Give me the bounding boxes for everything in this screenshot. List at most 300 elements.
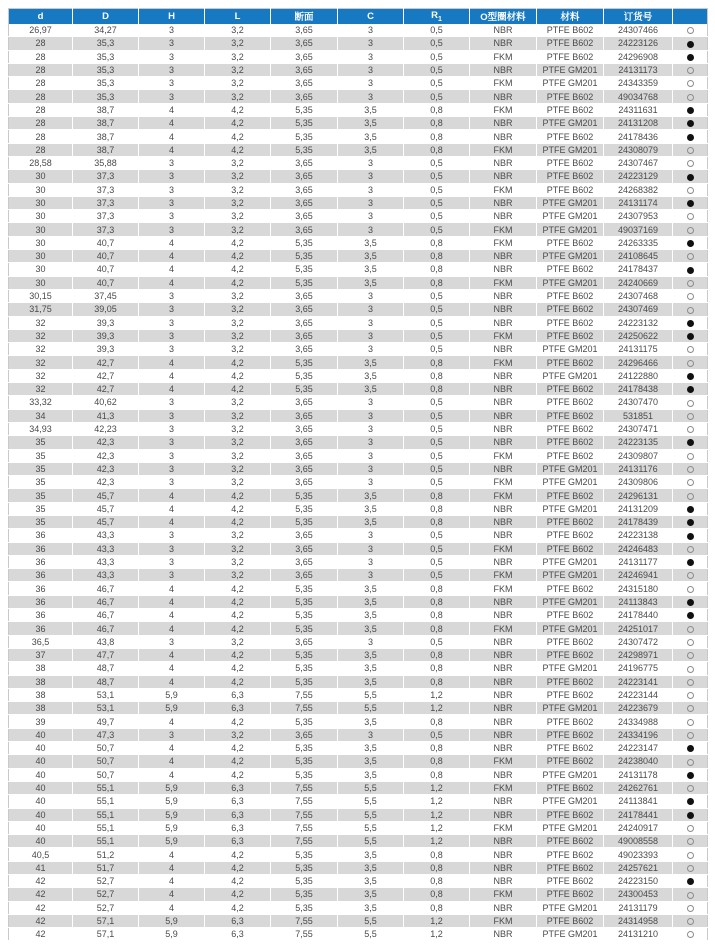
- cell-d: 36: [9, 595, 73, 608]
- cell-material: PTFE B602: [537, 329, 604, 342]
- cell-C: 3: [338, 24, 404, 37]
- hollow-circle-icon: [687, 426, 694, 433]
- cell-H: 4: [139, 622, 205, 635]
- cell-oring_material: NBR: [470, 515, 537, 528]
- table-row: [9, 343, 708, 356]
- cell-H: 4: [139, 276, 205, 289]
- cell-d: 30: [9, 183, 73, 196]
- cell-material: PTFE B602: [537, 728, 604, 741]
- filled-circle-icon: [687, 267, 694, 274]
- cell-C: 3,5: [338, 848, 404, 861]
- cell-oring_material: NBR: [470, 130, 537, 143]
- filled-circle-icon: [687, 533, 694, 540]
- cell-availability: [673, 835, 708, 848]
- hollow-circle-icon: [687, 187, 694, 194]
- cell-material: PTFE GM201: [537, 595, 604, 608]
- cell-C: 3: [338, 303, 404, 316]
- cell-cross_section: 3,65: [271, 50, 338, 63]
- cell-L: 4,2: [205, 875, 271, 888]
- cell-R1: 0,5: [404, 409, 470, 422]
- cell-L: 6,3: [205, 835, 271, 848]
- cell-availability: [673, 768, 708, 781]
- cell-L: 4,2: [205, 715, 271, 728]
- cell-D: 52,7: [73, 888, 139, 901]
- cell-material: PTFE B602: [537, 675, 604, 688]
- cell-L: 3,2: [205, 449, 271, 462]
- cell-H: 3: [139, 555, 205, 568]
- cell-D: 45,7: [73, 515, 139, 528]
- cell-L: 3,2: [205, 50, 271, 63]
- table-row: [9, 289, 708, 302]
- cell-order_number: 24307467: [604, 156, 673, 169]
- column-header-cross_section: 断面: [271, 9, 338, 24]
- cell-C: 3,5: [338, 489, 404, 502]
- hollow-circle-icon: [687, 626, 694, 633]
- cell-H: 4: [139, 662, 205, 675]
- filled-circle-icon: [687, 772, 694, 779]
- cell-cross_section: 7,55: [271, 688, 338, 701]
- cell-H: 5,9: [139, 808, 205, 821]
- cell-cross_section: 3,65: [271, 24, 338, 37]
- cell-L: 3,2: [205, 183, 271, 196]
- cell-order_number: 24308079: [604, 143, 673, 156]
- cell-availability: [673, 489, 708, 502]
- cell-H: 4: [139, 356, 205, 369]
- hollow-circle-icon: [687, 94, 694, 101]
- cell-C: 3,5: [338, 609, 404, 622]
- cell-R1: 0,5: [404, 63, 470, 76]
- cell-D: 39,3: [73, 316, 139, 329]
- cell-d: 40,5: [9, 848, 73, 861]
- filled-circle-icon: [687, 320, 694, 327]
- cell-availability: [673, 715, 708, 728]
- cell-L: 4,2: [205, 250, 271, 263]
- cell-d: 28: [9, 63, 73, 76]
- cell-cross_section: 3,65: [271, 396, 338, 409]
- hollow-circle-icon: [687, 307, 694, 314]
- cell-L: 3,2: [205, 422, 271, 435]
- cell-D: 37,3: [73, 210, 139, 223]
- cell-D: 38,7: [73, 117, 139, 130]
- cell-H: 3: [139, 316, 205, 329]
- cell-C: 3,5: [338, 742, 404, 755]
- filled-circle-icon: [687, 599, 694, 606]
- cell-cross_section: 5,35: [271, 609, 338, 622]
- cell-d: 40: [9, 821, 73, 834]
- cell-oring_material: FKM: [470, 329, 537, 342]
- cell-material: PTFE B602: [537, 515, 604, 528]
- table-row: [9, 63, 708, 76]
- cell-D: 40,7: [73, 263, 139, 276]
- cell-cross_section: 5,35: [271, 715, 338, 728]
- cell-oring_material: NBR: [470, 928, 537, 941]
- cell-material: PTFE B602: [537, 170, 604, 183]
- cell-R1: 0,8: [404, 622, 470, 635]
- cell-availability: [673, 462, 708, 475]
- cell-cross_section: 5,35: [271, 515, 338, 528]
- cell-order_number: 24223138: [604, 529, 673, 542]
- cell-d: 37: [9, 648, 73, 661]
- cell-H: 4: [139, 130, 205, 143]
- cell-material: PTFE B602: [537, 396, 604, 409]
- cell-D: 38,7: [73, 143, 139, 156]
- cell-R1: 0,5: [404, 170, 470, 183]
- cell-R1: 0,8: [404, 103, 470, 116]
- cell-D: 49,7: [73, 715, 139, 728]
- cell-C: 3,5: [338, 715, 404, 728]
- cell-R1: 0,5: [404, 728, 470, 741]
- cell-L: 4,2: [205, 755, 271, 768]
- cell-order_number: 24131210: [604, 928, 673, 941]
- cell-D: 46,7: [73, 582, 139, 595]
- cell-cross_section: 3,65: [271, 569, 338, 582]
- cell-L: 3,2: [205, 316, 271, 329]
- cell-D: 55,1: [73, 835, 139, 848]
- cell-order_number: 24307471: [604, 422, 673, 435]
- cell-C: 3,5: [338, 648, 404, 661]
- cell-availability: [673, 383, 708, 396]
- cell-R1: 1,2: [404, 914, 470, 927]
- cell-C: 3: [338, 63, 404, 76]
- cell-material: PTFE B602: [537, 37, 604, 50]
- cell-availability: [673, 928, 708, 941]
- cell-R1: 0,5: [404, 50, 470, 63]
- cell-cross_section: 3,65: [271, 210, 338, 223]
- cell-oring_material: NBR: [470, 609, 537, 622]
- hollow-circle-icon: [687, 825, 694, 832]
- cell-L: 4,2: [205, 143, 271, 156]
- cell-availability: [673, 90, 708, 103]
- cell-R1: 0,5: [404, 569, 470, 582]
- cell-order_number: 24178439: [604, 515, 673, 528]
- cell-D: 50,7: [73, 742, 139, 755]
- cell-D: 52,7: [73, 875, 139, 888]
- cell-order_number: 24223129: [604, 170, 673, 183]
- cell-availability: [673, 688, 708, 701]
- cell-R1: 0,8: [404, 875, 470, 888]
- cell-d: 42: [9, 901, 73, 914]
- cell-H: 4: [139, 250, 205, 263]
- cell-oring_material: FKM: [470, 223, 537, 236]
- cell-H: 4: [139, 143, 205, 156]
- cell-material: PTFE B602: [537, 914, 604, 927]
- cell-availability: [673, 356, 708, 369]
- table-row: [9, 609, 708, 622]
- cell-order_number: 24251017: [604, 622, 673, 635]
- cell-availability: [673, 821, 708, 834]
- cell-D: 48,7: [73, 675, 139, 688]
- cell-R1: 1,2: [404, 688, 470, 701]
- cell-d: 35: [9, 476, 73, 489]
- cell-material: PTFE GM201: [537, 63, 604, 76]
- cell-oring_material: FKM: [470, 821, 537, 834]
- cell-D: 37,3: [73, 183, 139, 196]
- cell-D: 42,3: [73, 462, 139, 475]
- cell-order_number: 24223141: [604, 675, 673, 688]
- cell-order_number: 24223126: [604, 37, 673, 50]
- cell-oring_material: NBR: [470, 250, 537, 263]
- cell-d: 30: [9, 223, 73, 236]
- cell-cross_section: 7,55: [271, 914, 338, 927]
- cell-R1: 1,2: [404, 702, 470, 715]
- cell-order_number: 24113841: [604, 795, 673, 808]
- cell-cross_section: 3,65: [271, 409, 338, 422]
- cell-C: 3,5: [338, 130, 404, 143]
- hollow-circle-icon: [687, 852, 694, 859]
- column-header-R1: $R_1$: [404, 9, 470, 24]
- table-row: [9, 449, 708, 462]
- cell-L: 3,2: [205, 63, 271, 76]
- cell-cross_section: 5,35: [271, 103, 338, 116]
- cell-availability: [673, 250, 708, 263]
- cell-material: PTFE GM201: [537, 143, 604, 156]
- cell-order_number: 24315180: [604, 582, 673, 595]
- cell-C: 3,5: [338, 117, 404, 130]
- cell-material: PTFE B602: [537, 648, 604, 661]
- cell-availability: [673, 24, 708, 37]
- column-header-oring_material: O型圈材料: [470, 9, 537, 24]
- cell-cross_section: 5,35: [271, 502, 338, 515]
- cell-material: PTFE B602: [537, 875, 604, 888]
- cell-H: 3: [139, 183, 205, 196]
- cell-D: 43,3: [73, 555, 139, 568]
- table-row: [9, 875, 708, 888]
- cell-availability: [673, 409, 708, 422]
- cell-C: 3: [338, 170, 404, 183]
- cell-material: PTFE GM201: [537, 662, 604, 675]
- cell-H: 4: [139, 263, 205, 276]
- cell-availability: [673, 343, 708, 356]
- cell-L: 6,3: [205, 821, 271, 834]
- cell-D: 37,3: [73, 196, 139, 209]
- filled-circle-icon: [687, 54, 694, 61]
- cell-D: 35,3: [73, 90, 139, 103]
- table-row: [9, 462, 708, 475]
- cell-cross_section: 5,35: [271, 622, 338, 635]
- column-header-D: D: [73, 9, 139, 24]
- cell-R1: 0,5: [404, 210, 470, 223]
- cell-cross_section: 7,55: [271, 835, 338, 848]
- cell-d: 36: [9, 609, 73, 622]
- cell-L: 3,2: [205, 329, 271, 342]
- cell-availability: [673, 422, 708, 435]
- cell-order_number: 24223679: [604, 702, 673, 715]
- hollow-circle-icon: [687, 293, 694, 300]
- cell-availability: [673, 755, 708, 768]
- cell-D: 43,3: [73, 529, 139, 542]
- cell-order_number: 24296908: [604, 50, 673, 63]
- cell-oring_material: FKM: [470, 888, 537, 901]
- cell-material: PTFE B602: [537, 848, 604, 861]
- cell-R1: 0,5: [404, 156, 470, 169]
- cell-C: 3,5: [338, 502, 404, 515]
- cell-availability: [673, 609, 708, 622]
- cell-oring_material: NBR: [470, 742, 537, 755]
- cell-order_number: 24223132: [604, 316, 673, 329]
- cell-availability: [673, 888, 708, 901]
- cell-d: 30: [9, 263, 73, 276]
- cell-material: PTFE B602: [537, 755, 604, 768]
- cell-d: 36,5: [9, 635, 73, 648]
- cell-H: 4: [139, 768, 205, 781]
- cell-cross_section: 3,65: [271, 422, 338, 435]
- hollow-circle-icon: [687, 732, 694, 739]
- cell-cross_section: 5,35: [271, 143, 338, 156]
- cell-R1: 0,8: [404, 489, 470, 502]
- cell-R1: 0,5: [404, 196, 470, 209]
- cell-oring_material: NBR: [470, 595, 537, 608]
- cell-R1: 0,5: [404, 462, 470, 475]
- cell-order_number: 24131179: [604, 901, 673, 914]
- cell-L: 3,2: [205, 289, 271, 302]
- cell-oring_material: NBR: [470, 768, 537, 781]
- cell-R1: 0,5: [404, 343, 470, 356]
- cell-L: 3,2: [205, 77, 271, 90]
- cell-H: 3: [139, 37, 205, 50]
- cell-d: 36: [9, 542, 73, 555]
- cell-material: PTFE B602: [537, 422, 604, 435]
- cell-cross_section: 3,65: [271, 728, 338, 741]
- cell-R1: 0,8: [404, 742, 470, 755]
- cell-cross_section: 5,35: [271, 236, 338, 249]
- cell-D: 47,3: [73, 728, 139, 741]
- cell-R1: 0,5: [404, 316, 470, 329]
- filled-circle-icon: [687, 41, 694, 48]
- table-row: [9, 369, 708, 382]
- cell-H: 4: [139, 755, 205, 768]
- cell-L: 6,3: [205, 781, 271, 794]
- hollow-circle-icon: [687, 719, 694, 726]
- hollow-circle-icon: [687, 227, 694, 234]
- cell-order_number: 24311631: [604, 103, 673, 116]
- cell-cross_section: 5,35: [271, 875, 338, 888]
- cell-d: 30: [9, 210, 73, 223]
- hollow-circle-icon: [687, 759, 694, 766]
- cell-availability: [673, 156, 708, 169]
- hollow-circle-icon: [687, 785, 694, 792]
- cell-L: 3,2: [205, 343, 271, 356]
- cell-material: PTFE GM201: [537, 928, 604, 941]
- cell-d: 35: [9, 502, 73, 515]
- cell-C: 5,5: [338, 795, 404, 808]
- cell-L: 3,2: [205, 196, 271, 209]
- table-body: [9, 24, 708, 941]
- table-row: [9, 502, 708, 515]
- cell-C: 3: [338, 529, 404, 542]
- cell-C: 3,5: [338, 103, 404, 116]
- filled-circle-icon: [687, 878, 694, 885]
- cell-d: 28: [9, 50, 73, 63]
- cell-C: 3,5: [338, 263, 404, 276]
- cell-C: 3,5: [338, 383, 404, 396]
- cell-order_number: 24268382: [604, 183, 673, 196]
- cell-material: PTFE GM201: [537, 462, 604, 475]
- cell-material: PTFE B602: [537, 24, 604, 37]
- table-row: [9, 422, 708, 435]
- cell-L: 6,3: [205, 795, 271, 808]
- cell-availability: [673, 103, 708, 116]
- cell-d: 42: [9, 914, 73, 927]
- cell-d: 28: [9, 117, 73, 130]
- cell-order_number: 24343359: [604, 77, 673, 90]
- cell-material: PTFE B602: [537, 356, 604, 369]
- cell-H: 4: [139, 875, 205, 888]
- hollow-circle-icon: [687, 493, 694, 500]
- table-row: [9, 781, 708, 794]
- cell-availability: [673, 63, 708, 76]
- cell-D: 53,1: [73, 702, 139, 715]
- cell-cross_section: 5,35: [271, 276, 338, 289]
- cell-D: 37,3: [73, 223, 139, 236]
- cell-H: 4: [139, 103, 205, 116]
- cell-oring_material: NBR: [470, 90, 537, 103]
- cell-order_number: 24240917: [604, 821, 673, 834]
- cell-availability: [673, 781, 708, 794]
- table-row: [9, 622, 708, 635]
- filled-circle-icon: [687, 107, 694, 114]
- cell-order_number: 24131176: [604, 462, 673, 475]
- cell-material: PTFE B602: [537, 715, 604, 728]
- filled-circle-icon: [687, 240, 694, 247]
- column-header-H: H: [139, 9, 205, 24]
- cell-cross_section: 5,35: [271, 117, 338, 130]
- cell-order_number: 24131177: [604, 555, 673, 568]
- hollow-circle-icon: [687, 346, 694, 353]
- filled-circle-icon: [687, 134, 694, 141]
- cell-cross_section: 5,35: [271, 742, 338, 755]
- cell-order_number: 24223135: [604, 436, 673, 449]
- cell-R1: 0,8: [404, 276, 470, 289]
- cell-H: 3: [139, 303, 205, 316]
- table-row: [9, 276, 708, 289]
- cell-R1: 1,2: [404, 795, 470, 808]
- cell-oring_material: NBR: [470, 715, 537, 728]
- cell-order_number: 24250622: [604, 329, 673, 342]
- cell-cross_section: 5,35: [271, 768, 338, 781]
- hollow-circle-icon: [687, 639, 694, 646]
- cell-R1: 0,5: [404, 183, 470, 196]
- cell-availability: [673, 742, 708, 755]
- cell-availability: [673, 236, 708, 249]
- cell-D: 38,7: [73, 130, 139, 143]
- cell-D: 35,88: [73, 156, 139, 169]
- cell-material: PTFE B602: [537, 50, 604, 63]
- cell-d: 36: [9, 569, 73, 582]
- cell-order_number: 24113843: [604, 595, 673, 608]
- cell-oring_material: NBR: [470, 436, 537, 449]
- column-header-d: d: [9, 9, 73, 24]
- cell-C: 3: [338, 476, 404, 489]
- cell-d: 31,75: [9, 303, 73, 316]
- cell-availability: [673, 515, 708, 528]
- cell-d: 32: [9, 329, 73, 342]
- cell-L: 4,2: [205, 622, 271, 635]
- cell-d: 42: [9, 888, 73, 901]
- cell-cross_section: 5,35: [271, 848, 338, 861]
- cell-order_number: 24334988: [604, 715, 673, 728]
- hollow-circle-icon: [687, 666, 694, 673]
- cell-R1: 0,8: [404, 502, 470, 515]
- cell-d: 36: [9, 582, 73, 595]
- cell-availability: [673, 728, 708, 741]
- cell-D: 53,1: [73, 688, 139, 701]
- cell-H: 3: [139, 462, 205, 475]
- cell-oring_material: NBR: [470, 875, 537, 888]
- cell-availability: [673, 183, 708, 196]
- cell-material: PTFE GM201: [537, 210, 604, 223]
- cell-oring_material: NBR: [470, 688, 537, 701]
- cell-d: 32: [9, 343, 73, 356]
